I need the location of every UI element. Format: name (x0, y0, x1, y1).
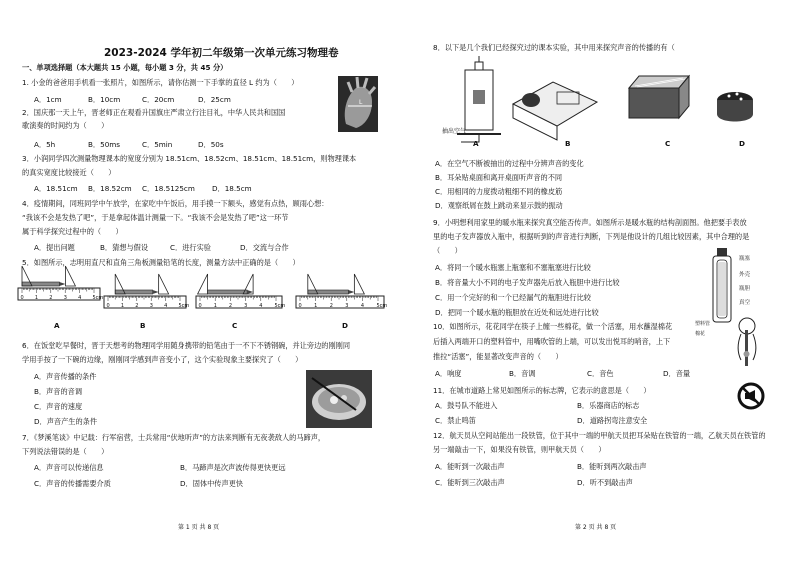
ruler-tick-label: 3 (345, 303, 349, 309)
question-2-stem-line1: 2．国庆那一天上午，晋老师正在观看升国旗庄严肃立行注目礼，中华人民共和国国 (22, 108, 286, 117)
ruler-tick-label: 3 (63, 295, 67, 301)
set-square (159, 274, 169, 294)
bowl-photo-figure (306, 370, 372, 428)
drum-figure (715, 86, 755, 126)
question-12-stem-line1: 12．航天员从空间站能出一段铁管，位于其中一端的甲航天员把耳朵贴在铁管的一端，乙航天员在铁管的 (433, 431, 766, 440)
pencil (22, 282, 59, 286)
question-8-option-d: D．观察纸屑在鼓上跳动来显示鼓的振动 (435, 201, 563, 210)
question-7-option-c: C．声音的传播需要介质 (34, 479, 111, 488)
ruler-tick-label: 1 (34, 295, 39, 301)
question-10-option-d: D．音量 (663, 369, 691, 378)
question-11-option-a: A．鼓号队不能进入 (435, 401, 498, 410)
question-2-stem-line2: 歌演奏的时间约为（ ） (22, 121, 109, 130)
question-10-stem-line2: 后插入两端开口的塑料管中，用嘴吹管的上端，可以发出悦耳的哨音，上下 (433, 337, 671, 346)
pencil-tip (153, 290, 159, 294)
question-3-option-b: B．18.52cm (88, 184, 132, 193)
set-square (65, 266, 75, 286)
question-1-option-a: A．1cm (34, 95, 62, 104)
set-square (354, 274, 364, 294)
set-square (198, 274, 208, 294)
ruler-tick-label: 2 (228, 303, 233, 309)
question-6-option-d: D．声音产生的条件 (34, 417, 98, 426)
desk-ear-figure (513, 76, 597, 132)
thermos-figure (709, 248, 735, 324)
question-8-stem: 8．以下是几个我们已经探究过的课本实验，其中用来探究声音的传播的有（ (433, 43, 675, 52)
rubber-band-box-figure (627, 72, 691, 124)
pencil (208, 290, 248, 294)
question-3-stem-line1: 3．小润同学四次测量物理课本的宽度分别为 18.51cm、18.52cm、18.51cm、18.51cm，则物理课本 (22, 154, 357, 163)
q5-figure-label-b: B (140, 321, 146, 330)
question-4-option-c: C．进行实验 (170, 243, 211, 252)
ruler-body (104, 296, 186, 308)
whistle-label-tube: 塑料管 (695, 321, 711, 327)
question-9-stem-line1: 9．小明想利用家里的暖水瓶来探究真空能否传声。如图所示是暖水瓶的结构剖面图。他把要手表放 (433, 218, 747, 227)
ruler-tick-label: 4 (164, 303, 168, 309)
ruler-tick-label: 2 (329, 303, 333, 309)
question-11-option-b: B．乐器商店的标志 (577, 401, 640, 410)
question-11-option-d: D．道路拐弯注意安全 (577, 416, 648, 425)
whistle-figure (723, 316, 763, 368)
ruler-tick-label: 0 (20, 295, 24, 301)
question-4-stem-line2: “我该不会是发热了吧”，于是拿起体温计测量一下。“我该不会是发热了吧”这一环节 (22, 213, 289, 222)
ruler-tick-label: 2 (135, 303, 139, 309)
question-10-option-c: C．音色 (587, 369, 614, 378)
question-9-option-d: D．把同一个暖水瓶的瓶胆放在近处和远处进行比较 (435, 308, 599, 317)
question-4-stem-line1: 4．疫情期间，同班同学中午放学，在家吃中午饭后，用手摸一下额头，感觉有点热，顾雨心想： (22, 199, 329, 208)
ruler-tick-label: 0 (198, 303, 202, 309)
question-7-stem-line2: 下列说法错误的是（ ） (22, 447, 109, 456)
question-1-stem: 1. 小金的爸爸用手机看一张照片，如图所示，请你估测一下手掌的直径 L 约为（ ） (22, 78, 299, 87)
ruler-tick-label: 5cm (274, 303, 286, 309)
q8-figure-label-b: B (565, 139, 571, 148)
question-11-stem: 11．在城市道路上常见如图所示的标志牌，它表示的意思是（ ） (433, 386, 651, 395)
pencil-tip (59, 282, 65, 286)
question-8-option-c: C．用相同的力度拨动粗细不同的橡皮筋 (435, 187, 563, 196)
question-1-option-d: D．25cm (198, 95, 231, 104)
question-12-option-a: A．能听到一次敲击声 (435, 462, 505, 471)
question-9-option-c: C．用一个完好的和一个已经漏气的瓶胆进行比较 (435, 293, 591, 302)
whistle-label-cotton: 棉花 (695, 331, 706, 337)
question-12-option-b: B．能听到两次敲击声 (577, 462, 647, 471)
question-7-option-b: B．马蹄声是次声波传得更快更远 (180, 463, 286, 472)
question-12-option-c: C．能听到三次敲击声 (435, 478, 505, 487)
question-9-option-b: B．将音量大小不同的电子发声器先后放入瓶胆中进行比较 (435, 278, 620, 287)
question-6-stem-line1: 6．在饭堂吃早餐时，晋于天想考的物理同学用随身携带的铅笔由于一不下不锈钢碗，并让旁边的刚刚同 (22, 341, 351, 350)
ruler-tick-label: 4 (78, 295, 82, 301)
q8-figure-label-a: A (473, 139, 479, 148)
ruler-tick-label: 2 (49, 295, 53, 301)
q8-figure-label-d: D (739, 139, 745, 148)
question-4-stem-line3: 属于科学探究过程中的（ ） (22, 227, 123, 236)
question-6-stem-line2: 学用手按了一下碗的边缘，刚刚同学感到声音变小了，这个实验现象主要探究了（ ） (22, 355, 303, 364)
section-heading: 一、单项选择题（本大题共 15 小题，每小题 3 分，共 45 分） (22, 63, 228, 72)
question-10-stem-line3: 推拉“活塞”，能显著改变声音的（ ） (433, 352, 563, 361)
ruler-tick-label: 0 (106, 303, 110, 309)
question-6-option-b: B．声音的音调 (34, 387, 83, 396)
question-11-option-c: C．禁止鸣笛 (435, 416, 476, 425)
thermos-label-liner: 瓶胆 (739, 286, 751, 292)
question-10-option-b: B．音调 (509, 369, 536, 378)
question-3-stem-line2: 的真实宽度比较接近（ ） (22, 168, 116, 177)
ruler-tick-label: 5cm (92, 295, 104, 301)
question-7-stem-line1: 7．《梦溪笔谈》中记载：行军宿营，士兵常用“伏地听声”的方法来判断有无夜袭敌人的马蹄声， (22, 433, 326, 442)
ruler-body (18, 288, 100, 300)
pencil-tip (348, 290, 354, 294)
ruler-tick-label: 1 (213, 303, 217, 309)
thermos-label-vacuum: 真空 (739, 300, 751, 306)
ruler-tick-label: 0 (298, 303, 302, 309)
no-honking-sign-icon (737, 382, 765, 410)
question-2-option-a: A．5h (34, 140, 56, 149)
question-9-stem-line3: （ ） (433, 246, 462, 255)
ruler-tick-label: 4 (259, 303, 263, 309)
question-1-option-b: B．10cm (88, 95, 121, 104)
question-4-option-b: B．猜想与假设 (100, 243, 149, 252)
question-1-option-c: C．20cm (142, 95, 175, 104)
ruler-tick-label: 4 (360, 303, 365, 309)
question-4-option-a: A．提出问题 (34, 243, 75, 252)
pencil (115, 290, 152, 294)
question-8-option-b: B．耳朵贴桌面和离开桌面听声音的不同 (435, 173, 563, 182)
thermos-label-stopper: 瓶塞 (739, 256, 751, 262)
page-1-footer: 第 1 页 共 8 页 (178, 524, 220, 531)
ruler-tick-label: 5cm (376, 303, 388, 309)
exam-page-2 (397, 0, 794, 561)
thermos-label-shell: 外壳 (739, 272, 751, 278)
question-3-option-d: D．18.5cm (212, 184, 252, 193)
q8-fig-a-caption: 抽出空气 (442, 128, 467, 135)
question-12-stem-line2: 另一端敲击一下，如果没有铁管，则甲航天员（ ） (433, 445, 606, 454)
ruler-tick-label: 1 (120, 303, 125, 309)
question-2-option-b: B．50ms (88, 140, 121, 149)
question-6-option-a: A．声音传播的条件 (34, 372, 97, 381)
ruler-tick-label: 3 (244, 303, 248, 309)
question-8-option-a: A．在空气不断被抽出的过程中分辨声音的变化 (435, 159, 584, 168)
question-9-option-a: A．将同一个暖水瓶塞上瓶塞和不塞瓶塞进行比较 (435, 263, 591, 272)
question-9-stem-line2: 里的电子发声器放入瓶中，根据听到的声音进行判断，下列是他设计的几组比较因素，其中合理的是 (433, 232, 750, 241)
question-12-option-d: D．听不到敲击声 (577, 478, 633, 487)
page-2-footer: 第 2 页 共 8 页 (575, 524, 617, 531)
q5-figure-label-c: C (232, 321, 238, 330)
question-7-option-a: A．声音可以传递信息 (34, 463, 104, 472)
question-10-option-a: A．响度 (435, 369, 462, 378)
question-7-option-d: D．固体中传声更快 (180, 479, 244, 488)
question-4-option-d: D．交流与合作 (240, 243, 289, 252)
q5-figure-label-d: D (342, 321, 348, 330)
question-10-stem-line1: 10．如图所示，花花同学在筷子上缠一些棉花，做一个活塞，用水蘸湿棉花 (433, 322, 673, 331)
question-3-option-c: C．18.5125cm (142, 184, 195, 193)
question-2-option-d: D．50s (198, 140, 224, 149)
question-3-option-a: A．18.51cm (34, 184, 78, 193)
q5-figure-label-a: A (54, 321, 60, 330)
q8-figure-label-c: C (665, 139, 671, 148)
question-2-option-c: C．5min (142, 140, 173, 149)
question-5-stem: 5．如图所示，志明用直尺和直角三角板测量铅笔的长度，测量方法中正确的是（ ） (22, 258, 300, 267)
pencil (308, 290, 349, 294)
exam-title: 2023-2024 学年初二年级第一次单元练习物理卷 (104, 47, 339, 59)
svg-text:L: L (359, 99, 363, 106)
ruler-tick-label: 5cm (178, 303, 190, 309)
pencil-tip (247, 290, 253, 294)
question-6-option-c: C．声音的速度 (34, 402, 83, 411)
ruler-tick-label: 1 (314, 303, 318, 309)
ruler-tick-label: 3 (149, 303, 153, 309)
